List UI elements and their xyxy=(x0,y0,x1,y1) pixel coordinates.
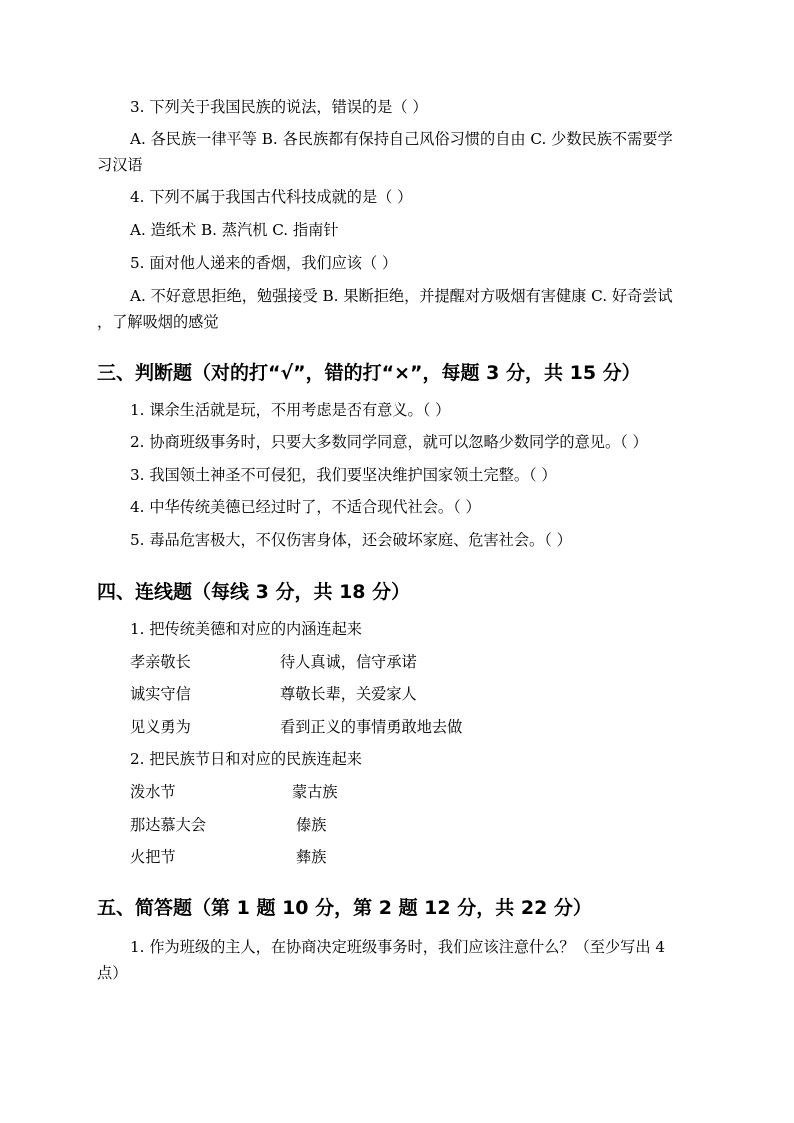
virtue-right-1: 待人真诚，信守承诺 xyxy=(280,653,417,671)
ethnic-right-3: 彝族 xyxy=(296,848,327,866)
question-5: 5. 面对他人递来的香烟，我们应该（ ） xyxy=(130,254,398,272)
ethnic-right-1: 蒙古族 xyxy=(292,783,338,801)
question-3: 3. 下列关于我国民族的说法，错误的是（ ） xyxy=(130,98,428,116)
judge-item-5: 5. 毒品危害极大，不仅伤害身体，还会破坏家庭、危害社会。（ ） xyxy=(130,531,572,549)
virtue-left-2: 诚实守信 xyxy=(130,685,191,703)
section-3-heading: 三、判断题（对的打“√”，错的打“×”，每题 3 分，共 15 分） xyxy=(97,362,641,384)
judge-item-2: 2. 协商班级事务时，只要大多数同学同意，就可以忽略少数同学的意见。（ ） xyxy=(130,433,648,451)
question-5-options: A. 不好意思拒绝，勉强接受 B. 果断拒绝，并提醒对方吸烟有害健康 C. 好奇尝试 xyxy=(130,287,673,305)
virtue-right-3: 看到正义的事情勇敢地去做 xyxy=(280,718,463,736)
matching-question-2: 2. 把民族节日和对应的民族连起来 xyxy=(130,750,362,768)
question-3-options-cont: 习汉语 xyxy=(97,156,143,174)
festival-left-1: 泼水节 xyxy=(130,783,176,801)
virtue-left-1: 孝亲敬长 xyxy=(130,653,191,671)
question-4-options: A. 造纸术 B. 蒸汽机 C. 指南针 xyxy=(130,221,339,239)
ethnic-right-2: 傣族 xyxy=(296,816,327,834)
virtue-right-2: 尊敬长辈，关爱家人 xyxy=(280,685,417,703)
virtue-left-3: 见义勇为 xyxy=(130,718,191,736)
festival-left-2: 那达慕大会 xyxy=(130,816,206,834)
matching-question-1: 1. 把传统美德和对应的内涵连起来 xyxy=(130,620,362,638)
short-answer-question-1-cont: 点） xyxy=(97,964,128,982)
festival-left-3: 火把节 xyxy=(130,848,176,866)
question-4: 4. 下列不属于我国古代科技成就的是（ ） xyxy=(130,188,413,206)
section-4-heading: 四、连线题（每线 3 分，共 18 分） xyxy=(97,581,411,603)
question-3-options: A. 各民族一律平等 B. 各民族都有保持自己风俗习惯的自由 C. 少数民族不需要学 xyxy=(130,130,673,148)
short-answer-question-1: 1. 作为班级的主人，在协商决定班级事务时，我们应该注意什么？（至少写出 4 xyxy=(130,938,665,956)
judge-item-4: 4. 中华传统美德已经过时了，不适合现代社会。（ ） xyxy=(130,498,481,516)
section-5-heading: 五、简答题（第 1 题 10 分，第 2 题 12 分，共 22 分） xyxy=(97,897,592,919)
question-5-options-cont: ，了解吸烟的感觉 xyxy=(97,313,219,331)
judge-item-1: 1. 课余生活就是玩，不用考虑是否有意义。（ ） xyxy=(130,401,451,419)
judge-item-3: 3. 我国领土神圣不可侵犯，我们要坚决维护国家领土完整。（ ） xyxy=(130,466,557,484)
